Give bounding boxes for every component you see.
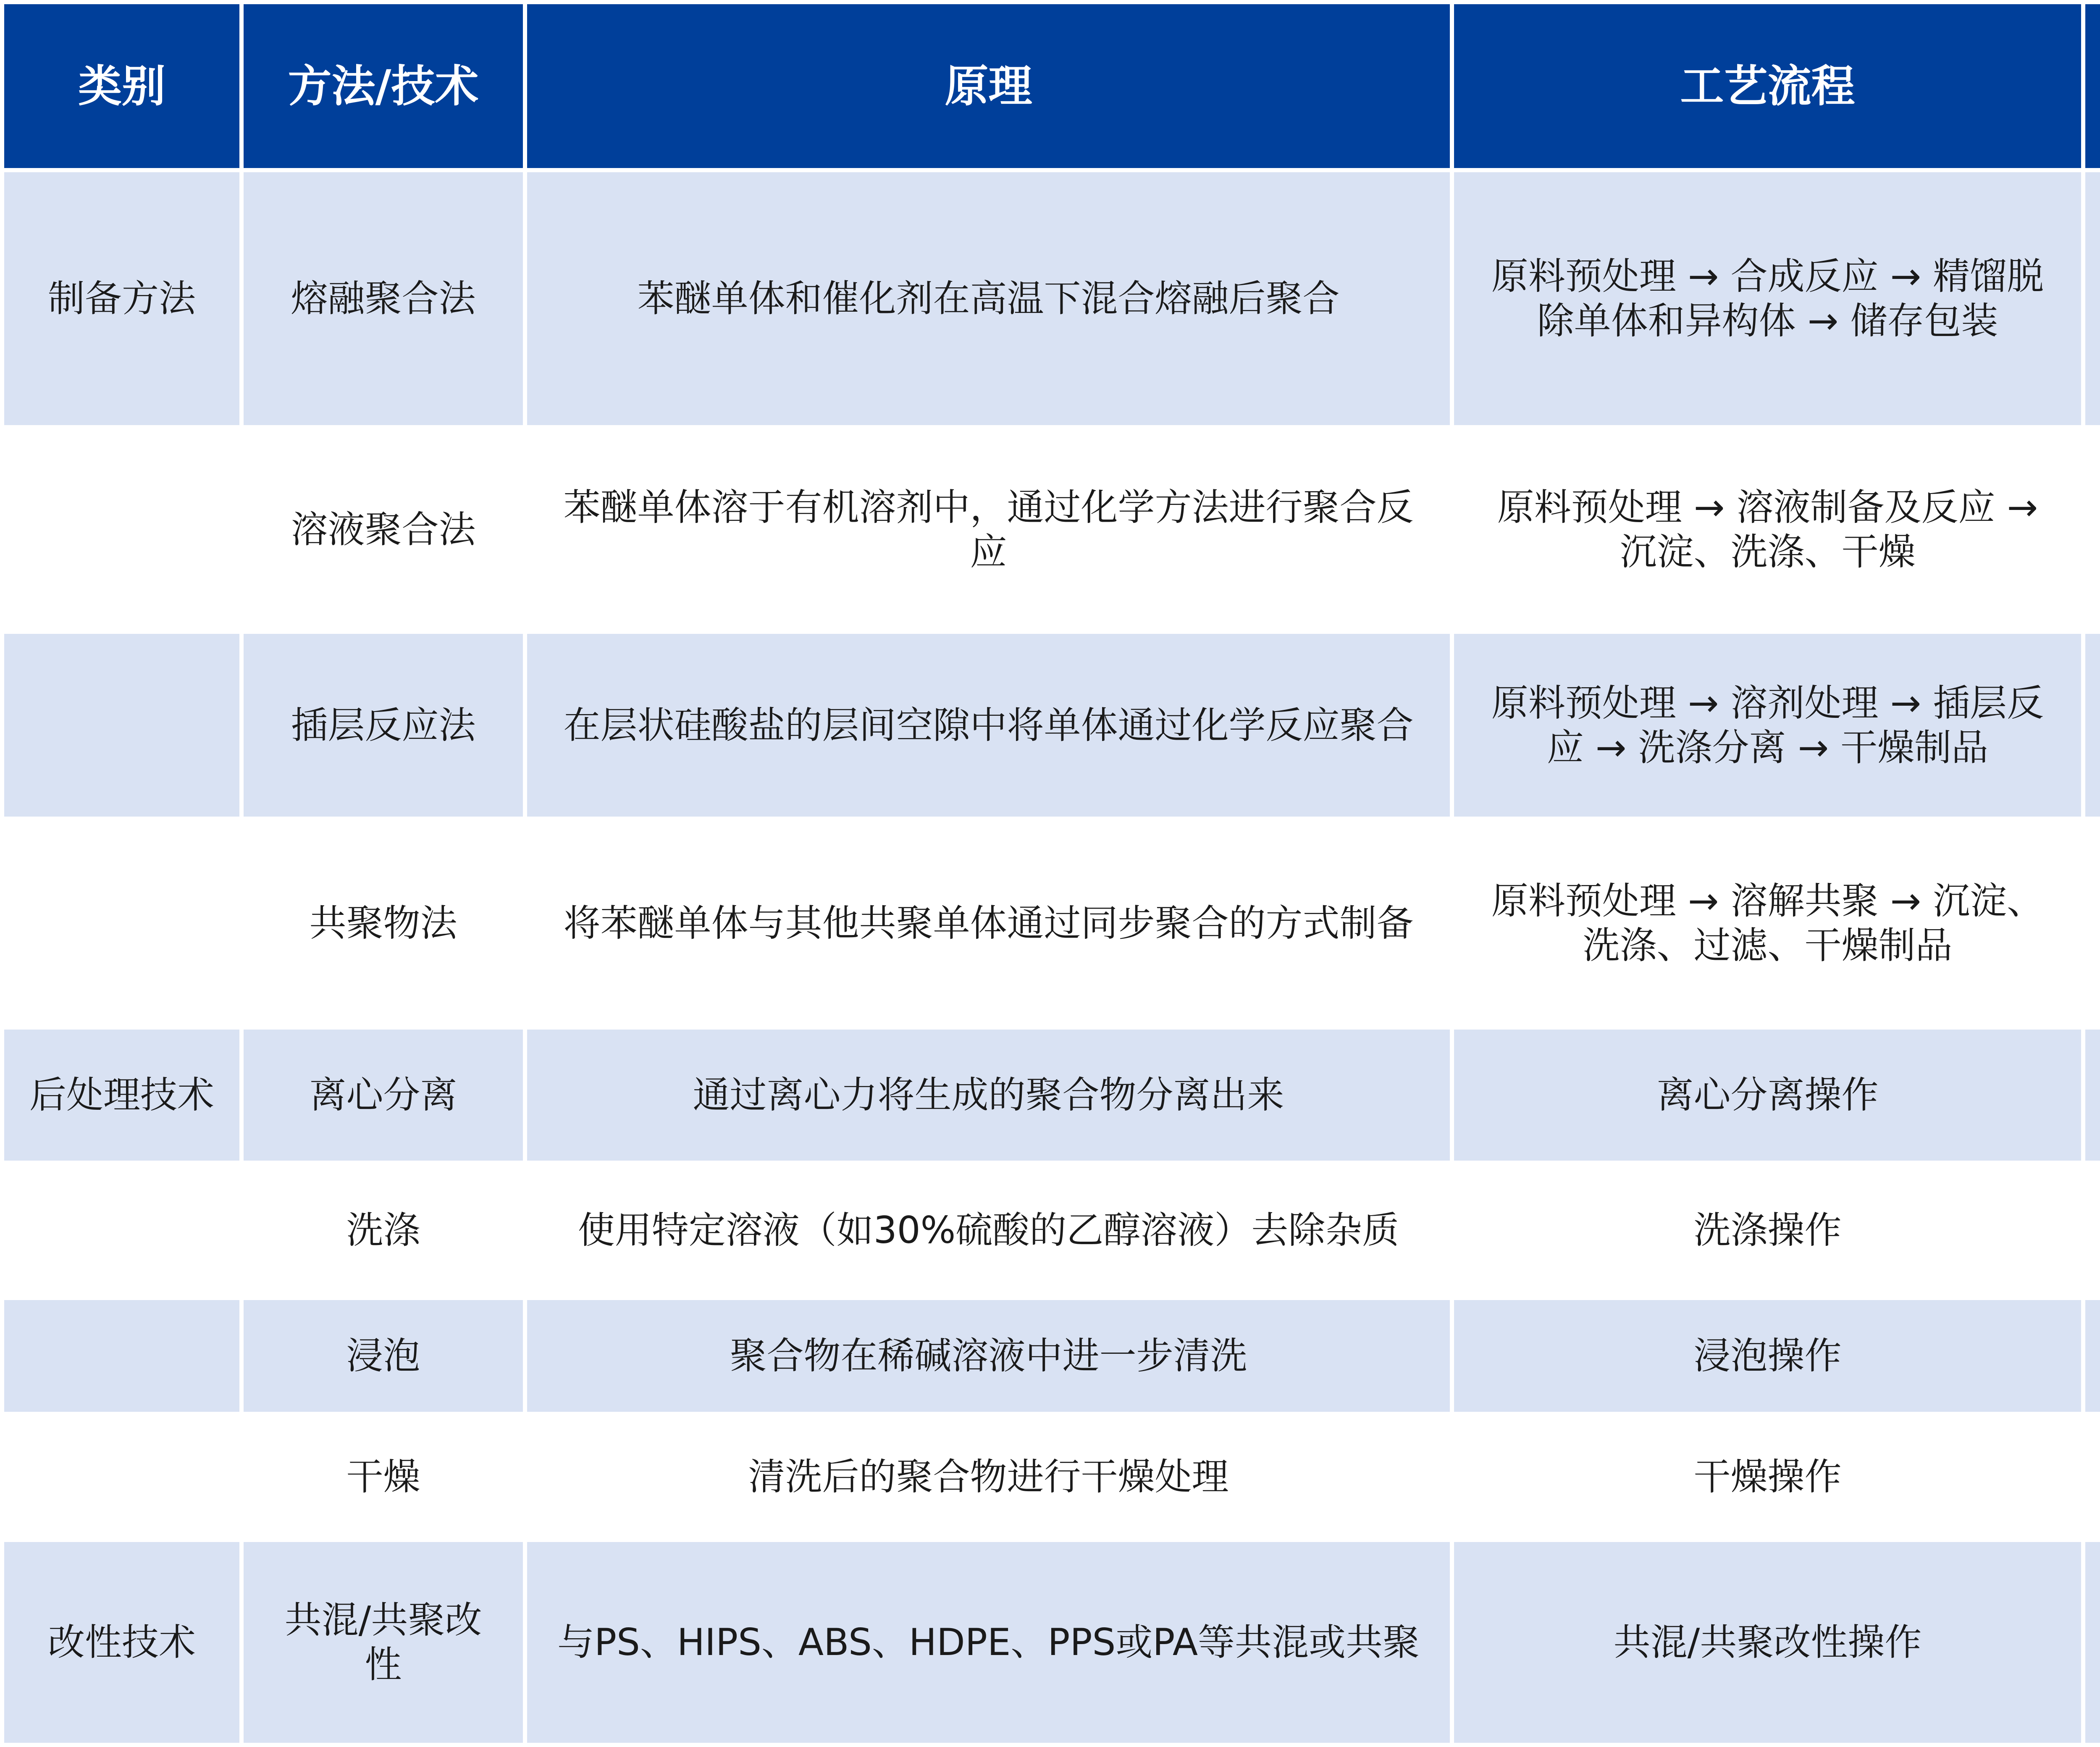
cell-process: 离心分离操作: [1452, 1027, 2083, 1163]
cell-principle: 苯醚单体和催化剂在高温下混合熔融后聚合: [525, 170, 1452, 427]
table-row: [2, 1540, 2100, 1745]
cell-advantages: [2083, 1027, 2100, 1163]
header-category: 类别: [2, 2, 242, 170]
cell-process: 原料预处理 → 溶解共聚 → 沉淀、洗涤、过滤、干燥制品: [1452, 819, 2083, 1027]
cell-category: [2, 427, 242, 632]
cell-advantages: [2083, 1540, 2100, 1745]
cell-process: 洗涤操作: [1452, 1163, 2083, 1298]
table-row: [2, 1163, 2100, 1298]
cell-method: 共混/共聚改性: [242, 1540, 525, 1745]
cell-advantages: [2083, 1163, 2100, 1298]
header-advantages: [2083, 2, 2100, 170]
cell-advantages: [2083, 1414, 2100, 1540]
cell-process: 共混/共聚改性操作: [1452, 1540, 2083, 1745]
cell-process: 浸泡操作: [1452, 1298, 2083, 1414]
cell-category: [2, 1163, 242, 1298]
table-row: [2, 1414, 2100, 1540]
cell-category: 后处理技术: [2, 1027, 242, 1163]
cell-category: [2, 632, 242, 819]
cell-advantages: [2083, 170, 2100, 427]
cell-advantages: [2083, 632, 2100, 819]
cell-category: [2, 1414, 242, 1540]
header-method: 方法/技术: [242, 2, 525, 170]
cell-process: 干燥操作: [1452, 1414, 2083, 1540]
cell-process: 原料预处理 → 合成反应 → 精馏脱除单体和异构体 → 储存包装: [1452, 170, 2083, 427]
table-row: [2, 1027, 2100, 1163]
cell-principle: 使用特定溶液（如30%硫酸的乙醇溶液）去除杂质: [525, 1163, 1452, 1298]
cell-method: 共聚物法: [242, 819, 525, 1027]
cell-process: 原料预处理 → 溶液制备及反应 → 沉淀、洗涤、干燥: [1452, 427, 2083, 632]
cell-method: 溶液聚合法: [242, 427, 525, 632]
table-row: [2, 1298, 2100, 1414]
cell-category: 制备方法: [2, 170, 242, 427]
cell-principle: 在层状硅酸盐的层间空隙中将单体通过化学反应聚合: [525, 632, 1452, 819]
table-row: [2, 427, 2100, 632]
cell-advantages: [2083, 819, 2100, 1027]
cell-principle: 清洗后的聚合物进行干燥处理: [525, 1414, 1452, 1540]
cell-principle: 聚合物在稀碱溶液中进一步清洗: [525, 1298, 1452, 1414]
cell-principle: 通过离心力将生成的聚合物分离出来: [525, 1027, 1452, 1163]
cell-principle: 将苯醚单体与其他共聚单体通过同步聚合的方式制备: [525, 819, 1452, 1027]
cell-principle: 苯醚单体溶于有机溶剂中，通过化学方法进行聚合反应: [525, 427, 1452, 632]
cell-method: 插层反应法: [242, 632, 525, 819]
cell-method: 熔融聚合法: [242, 170, 525, 427]
cell-category: [2, 819, 242, 1027]
cell-process: 原料预处理 → 溶剂处理 → 插层反应 → 洗涤分离 → 干燥制品: [1452, 632, 2083, 819]
cell-method: 浸泡: [242, 1298, 525, 1414]
header-row: [2, 2, 2100, 170]
cell-principle: 与PS、HIPS、ABS、HDPE、PPS或PA等共混或共聚: [525, 1540, 1452, 1745]
header-principle: 原理: [525, 2, 1452, 170]
table-row: [2, 170, 2100, 427]
cell-category: 改性技术: [2, 1540, 242, 1745]
cell-advantages: [2083, 1298, 2100, 1414]
cell-method: 干燥: [242, 1414, 525, 1540]
cell-method: 离心分离: [242, 1027, 525, 1163]
cell-category: [2, 1298, 242, 1414]
cell-method: 洗涤: [242, 1163, 525, 1298]
cell-advantages: [2083, 427, 2100, 632]
table-row: [2, 632, 2100, 819]
table-row: [2, 819, 2100, 1027]
header-process: 工艺流程: [1452, 2, 2083, 170]
